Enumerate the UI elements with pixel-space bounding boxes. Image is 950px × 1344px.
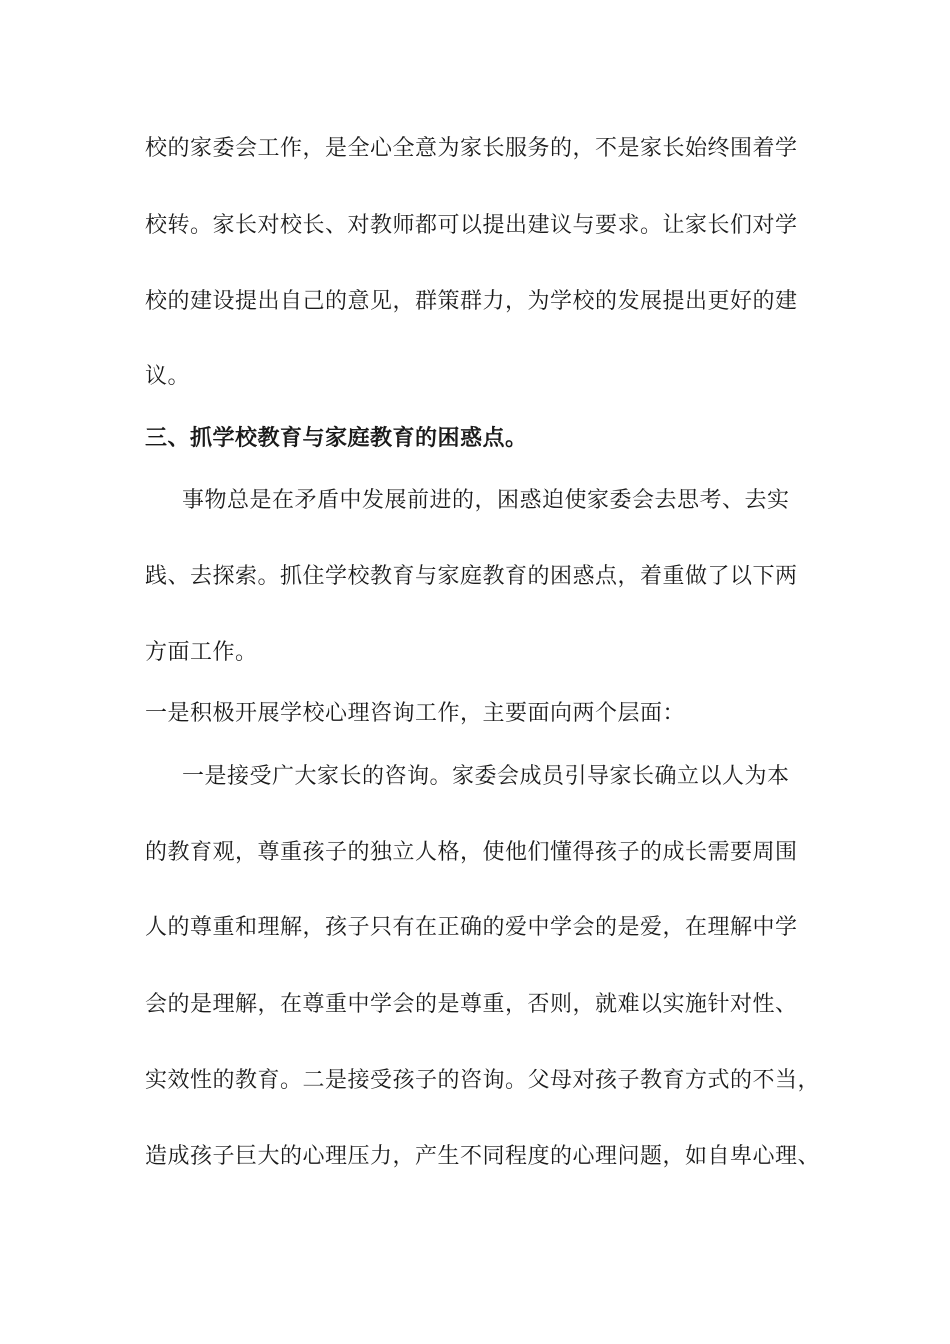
paragraph-1-line-3: 校的建设提出自己的意见，群策群力，为学校的发展提出更好的建 xyxy=(145,289,798,314)
paragraph-1-line-2: 校转。家长对校长、对教师都可以提出建议与要求。让家长们对学 xyxy=(145,213,798,238)
paragraph-3-line-3: 人的尊重和理解，孩子只有在正确的爱中学会的是爱，在理解中学 xyxy=(145,915,798,940)
paragraph-3-line-6: 造成孩子巨大的心理压力，产生不同程度的心理问题，如自卑心理、 xyxy=(145,1144,821,1169)
paragraph-3-line-1: 一是接受广大家长的咨询。家委会成员引导家长确立以人为本 xyxy=(182,764,790,789)
paragraph-3-line-2: 的教育观，尊重孩子的独立人格，使他们懂得孩子的成长需要周围 xyxy=(145,840,798,865)
paragraph-2-line-3: 方面工作。 xyxy=(145,640,258,665)
sub-heading: 一是积极开展学校心理咨询工作，主要面向两个层面： xyxy=(145,701,686,726)
paragraph-3-line-5: 实效性的教育。二是接受孩子的咨询。父母对孩子教育方式的不当， xyxy=(145,1068,821,1093)
paragraph-1-line-4: 议。 xyxy=(145,364,191,389)
paragraph-2-line-2: 践、去探索。抓住学校教育与家庭教育的困惑点，着重做了以下两 xyxy=(145,564,798,589)
section-heading: 三、抓学校教育与家庭教育的困惑点。 xyxy=(145,425,528,451)
paragraph-3-line-4: 会的是理解，在尊重中学会的是尊重，否则，就难以实施针对性、 xyxy=(145,992,798,1017)
paragraph-1-line-1: 校的家委会工作，是全心全意为家长服务的，不是家长始终围着学 xyxy=(145,136,798,161)
paragraph-2-line-1: 事物总是在矛盾中发展前进的，困惑迫使家委会去思考、去实 xyxy=(182,488,790,513)
